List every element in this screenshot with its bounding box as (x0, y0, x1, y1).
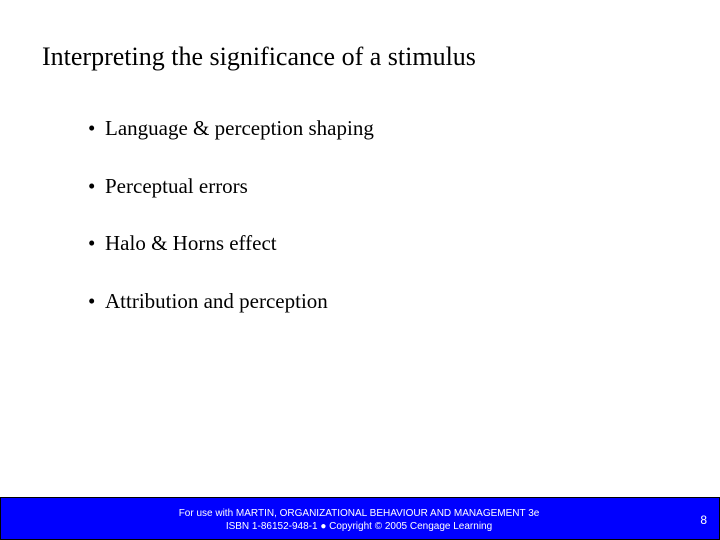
bullet-dot-icon: • (88, 288, 96, 313)
bullet-dot-icon: • (88, 116, 96, 140)
bullet-item (88, 170, 374, 202)
footer-bar (0, 497, 720, 540)
bullet-list (88, 112, 374, 342)
bullet-text: Halo & Horns effect (105, 231, 277, 255)
bullet-item (88, 227, 374, 259)
slide-title: Interpreting the significance of a stimulus (42, 42, 476, 71)
bullet-text: Attribution and perception (105, 288, 328, 313)
bullet-dot-icon: • (88, 231, 96, 255)
bullet-text: Language & perception shaping (105, 116, 374, 140)
page-number: 8 (700, 513, 707, 527)
bullet-item (88, 112, 374, 144)
bullet-text: Perceptual errors (105, 173, 248, 198)
footer-book-credit: For use with MARTIN, ORGANIZATIONAL BEHAVIOUR AND MANAGEMENT 3e (178, 508, 540, 519)
bullet-item (88, 285, 374, 317)
bullet-dot-icon: • (88, 173, 96, 198)
footer-copyright: ISBN 1-86152-948-1 ● Copyright © 2005 Cengage Learning (225, 521, 493, 532)
